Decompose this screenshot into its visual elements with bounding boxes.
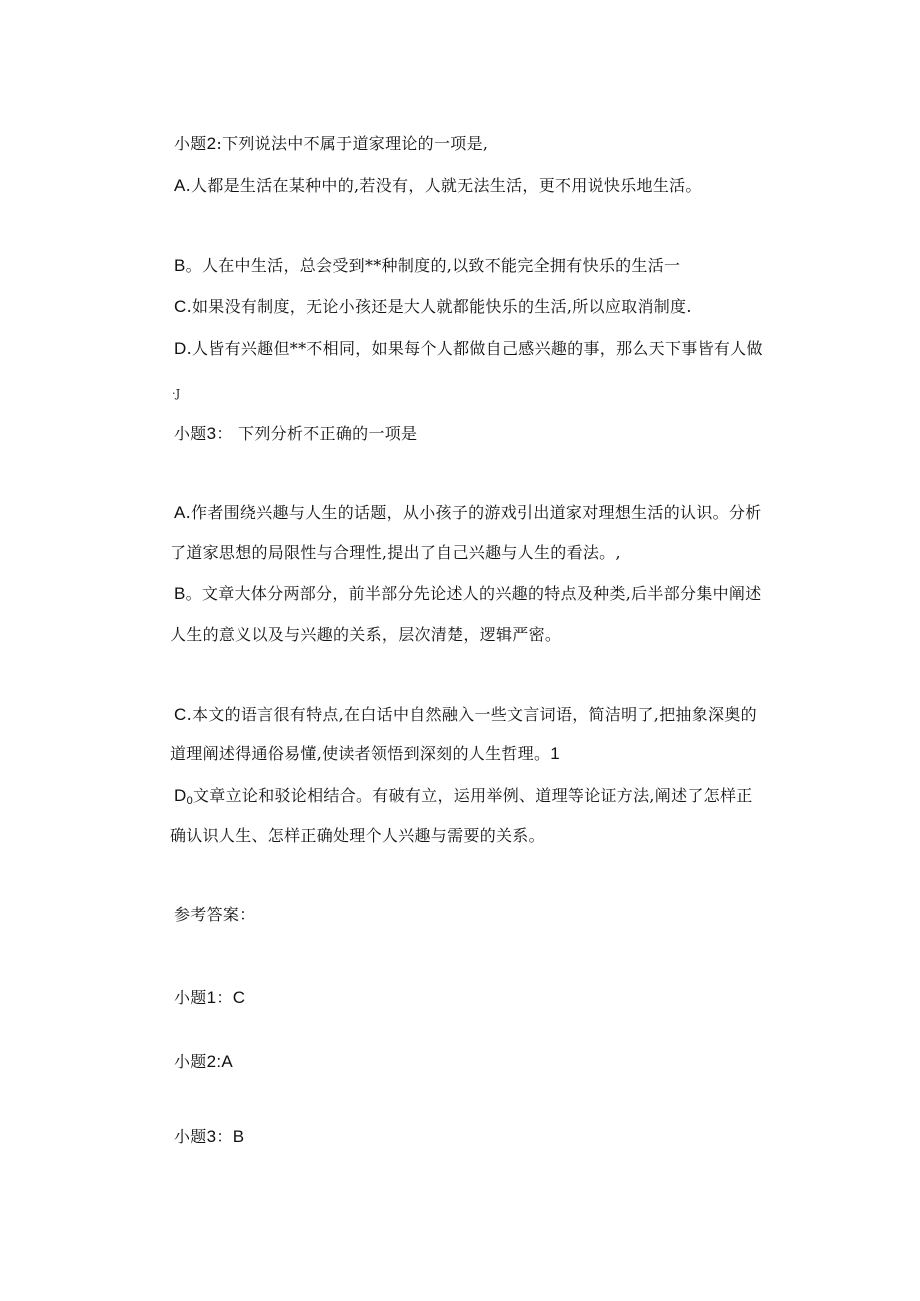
q3-option-a-line2: 了道家思想的局限性与合理性,提出了自己兴趣与人生的看法。, xyxy=(170,543,621,562)
option-letter: C xyxy=(174,705,187,724)
option-letter: D xyxy=(174,786,187,805)
answer-label: 小题 xyxy=(174,1127,207,1146)
option-text: .如果没有制度，无论小孩还是大人就都能快乐的生活,所以应取消制度. xyxy=(186,297,692,316)
answer-number: 3 xyxy=(206,1127,217,1146)
q3-option-a-line1 xyxy=(174,503,762,523)
answer-label: 小题 xyxy=(174,1052,207,1071)
answers-heading: 参考答案： xyxy=(174,905,256,924)
option-text: .本文的语言很有特点,在白话中自然融入一些文言词语，简洁明了,把抽象深奥的 xyxy=(186,705,757,724)
option-text: 。文章大体分两部分，前半部分先论述人的兴趣的特点及种类,后半部分集中阐述 xyxy=(185,584,762,603)
q3-option-b-line2: 人生的意义以及与兴趣的关系，层次清楚，逻辑严密。 xyxy=(170,625,562,644)
answer-item-3 xyxy=(174,1127,244,1147)
option-letter: C xyxy=(174,297,187,316)
q2-option-c xyxy=(174,297,692,317)
answer-value: C xyxy=(232,988,246,1007)
q2-option-a xyxy=(174,176,702,196)
question-text: ： 下列分析不正确的一项是 xyxy=(216,424,418,443)
answer-item-1 xyxy=(174,988,245,1008)
option-text: .作者围绕兴趣与人生的话题，从小孩子的游戏引出道家对理想生活的认识。分析 xyxy=(185,503,762,522)
question-label: 小题 xyxy=(174,424,207,443)
option-letter: A xyxy=(174,503,186,522)
answer-value: B xyxy=(232,1127,245,1146)
option-subscript: 0 xyxy=(186,795,193,807)
trailing-number: 1 xyxy=(550,744,561,763)
answer-item-2 xyxy=(174,1052,233,1072)
question-2-stem xyxy=(174,134,488,154)
answer-separator: : xyxy=(216,1052,222,1071)
option-letter: B xyxy=(174,256,186,275)
question-label: 小题 xyxy=(174,134,207,153)
question-3-stem xyxy=(174,424,417,444)
trailing-mark: ·J xyxy=(172,387,181,400)
q3-option-b-line1 xyxy=(174,584,762,604)
option-text: 道理阐述得通俗易懂,使读者领悟到深刻的人生哲理。 xyxy=(170,744,551,763)
q2-option-d xyxy=(174,339,763,359)
q3-option-d-line2: 确认识人生、怎样正确处理个人兴趣与需要的关系。 xyxy=(170,826,545,845)
q3-option-c-line1 xyxy=(174,705,757,725)
question-number: 3 xyxy=(206,424,217,443)
option-text: 文章立论和驳论相结合。有破有立，运用举例、道理等论证方法,阐述了怎样正 xyxy=(193,786,753,805)
q3-option-d-line1 xyxy=(174,786,753,811)
option-text: 。人在中生活，总会受到**种制度的,以致不能完全拥有快乐的生活一 xyxy=(185,256,681,275)
question-text: :下列说法中不属于道家理论的一项是, xyxy=(216,134,489,153)
option-letter: A xyxy=(174,176,186,195)
option-letter: B xyxy=(174,584,186,603)
answer-number: 1 xyxy=(206,988,217,1007)
option-text: .人皆有兴趣但**不相同，如果每个人都做自己感兴趣的事，那么天下事皆有人做 xyxy=(186,339,763,358)
answer-label: 小题 xyxy=(174,988,207,1007)
q2-option-b xyxy=(174,256,680,276)
answer-number: 2 xyxy=(206,1052,217,1071)
answer-value: A xyxy=(221,1052,234,1071)
answer-separator: ： xyxy=(216,1127,233,1146)
answer-separator: ： xyxy=(216,988,233,1007)
option-letter: D xyxy=(174,339,187,358)
q3-option-c-line2 xyxy=(170,744,560,764)
option-text: .人都是生活在某种中的,若没有，人就无法生活，更不用说快乐地生活。 xyxy=(185,176,702,195)
question-number: 2 xyxy=(206,134,217,153)
